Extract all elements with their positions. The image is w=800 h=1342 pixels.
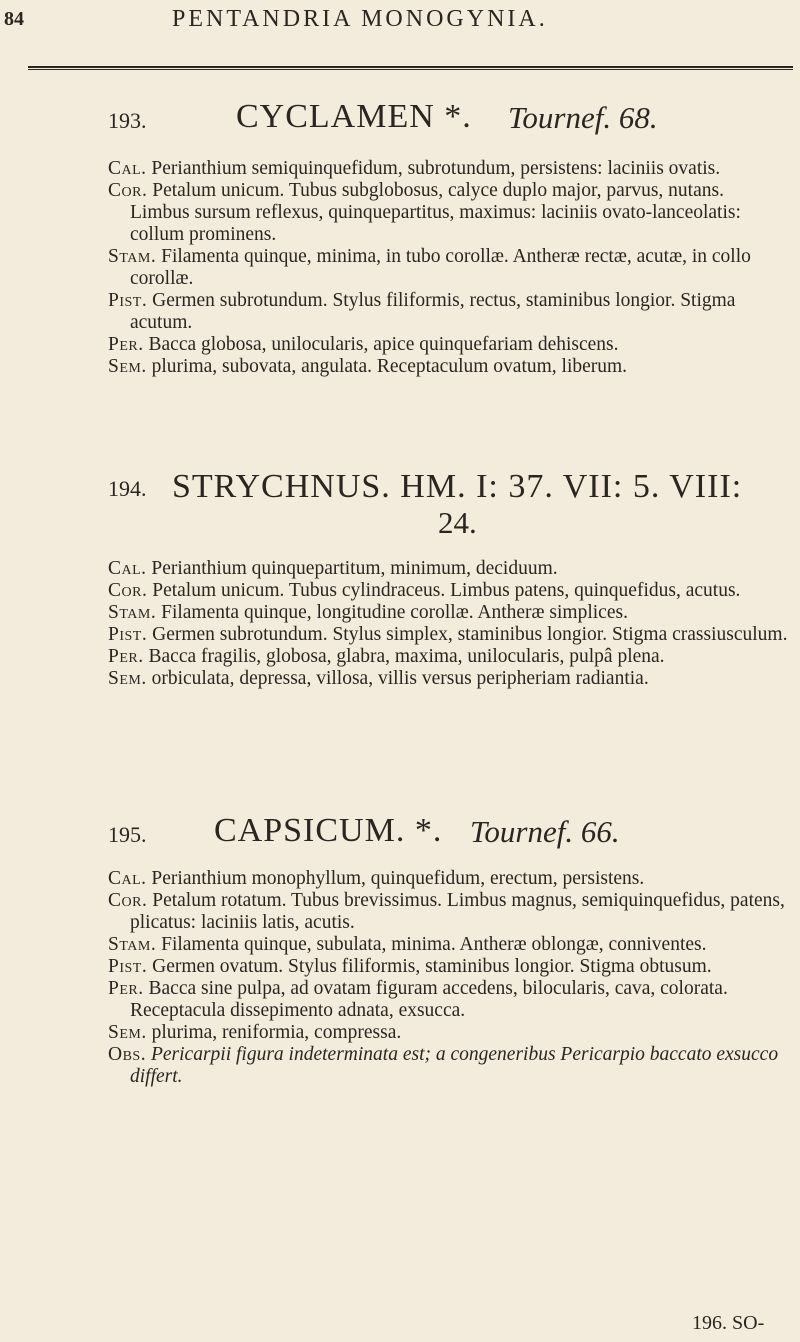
genus-number: 194. — [108, 476, 147, 501]
character-paragraph: Sem. plurima, reniformia, compressa. — [108, 1022, 402, 1043]
character-paragraph: Pist. Germen subrotundum. Stylus filiformis, rectus, staminibus longior. Stigma acutum. — [108, 290, 736, 333]
genus-authority: Tournef. 68. — [508, 100, 658, 135]
character-paragraph: Cal. Perianthium semiquinquefidum, subrotundum, persistens: laciniis ovatis. — [108, 158, 721, 179]
character-paragraph: Cal. Perianthium monophyllum, quinquefidum, erectum, persistens. — [108, 868, 645, 889]
genus-description-194 — [108, 558, 788, 690]
character-paragraph: Stam. Filamenta quinque, longitudine corollæ. Antheræ simplices. — [108, 602, 628, 623]
character-paragraph: Obs. Pericarpii figura indeterminata est; a congeneribus Pericarpio baccato exsucco differt. — [108, 1044, 779, 1087]
genus-authority: Tournef. 66. — [470, 814, 620, 849]
character-paragraph: Pist. Germen subrotundum. Stylus simplex, staminibus longior. Stigma crassiusculum. — [108, 624, 788, 645]
character-paragraph: Pist. Germen ovatum. Stylus filiformis, staminibus longior. Stigma obtusum. — [108, 956, 712, 977]
genus-description-193 — [108, 158, 788, 378]
character-paragraph: Sem. plurima, subovata, angulata. Receptaculum ovatum, liberum. — [108, 356, 628, 377]
catchword: 196. SO- — [692, 1312, 765, 1334]
character-paragraph: Cal. Perianthium quinquepartitum, minimum, deciduum. — [108, 558, 558, 579]
character-paragraph: Stam. Filamenta quinque, minima, in tubo corollæ. Antheræ rectæ, acutæ, in collo corollæ. — [108, 246, 751, 289]
genus-description-195 — [108, 868, 788, 1088]
running-title: PENTANDRIA MONOGYNIA. — [172, 6, 548, 32]
character-paragraph: Sem. orbiculata, depressa, villosa, villis versus peripheriam radiantia. — [108, 668, 649, 689]
character-paragraph: Per. Bacca sine pulpa, ad ovatam figuram accedens, bilocularis, cava, colorata. Receptacula dissepimento adnata, exsucca. — [108, 978, 728, 1021]
genus-name: CYCLAMEN *. — [236, 98, 472, 135]
header-rule — [28, 66, 793, 70]
genus-name: CAPSICUM. *. — [214, 812, 443, 849]
genus-name: STRYCHNUS. HM. I: 37. VII: 5. VIII: — [172, 468, 743, 505]
genus-name-continued: 24. — [438, 505, 477, 540]
genus-number: 193. — [108, 108, 147, 133]
page-number: 84 — [4, 8, 24, 30]
character-paragraph: Stam. Filamenta quinque, subulata, minima. Antheræ oblongæ, conniventes. — [108, 934, 707, 955]
character-paragraph: Cor. Petalum unicum. Tubus cylindraceus. Limbus patens, quinquefidus, acutus. — [108, 580, 741, 601]
running-head — [0, 6, 800, 40]
character-paragraph: Per. Bacca fragilis, globosa, glabra, maxima, unilocularis, pulpâ plena. — [108, 646, 665, 667]
character-paragraph: Cor. Petalum unicum. Tubus subglobosus, calyce duplo major, parvus, nutans. Limbus sursum reflexus, quinquepartitus, maximus: laciniis ovato-lanceolatis: collum prominens. — [108, 180, 741, 245]
genus-number: 195. — [108, 822, 147, 847]
character-paragraph: Cor. Petalum rotatum. Tubus brevissimus. Limbus magnus, semiquinquefidus, patens, plicatus: laciniis latis, acutis. — [108, 890, 785, 933]
character-paragraph: Per. Bacca globosa, unilocularis, apice quinquefariam dehiscens. — [108, 334, 619, 355]
